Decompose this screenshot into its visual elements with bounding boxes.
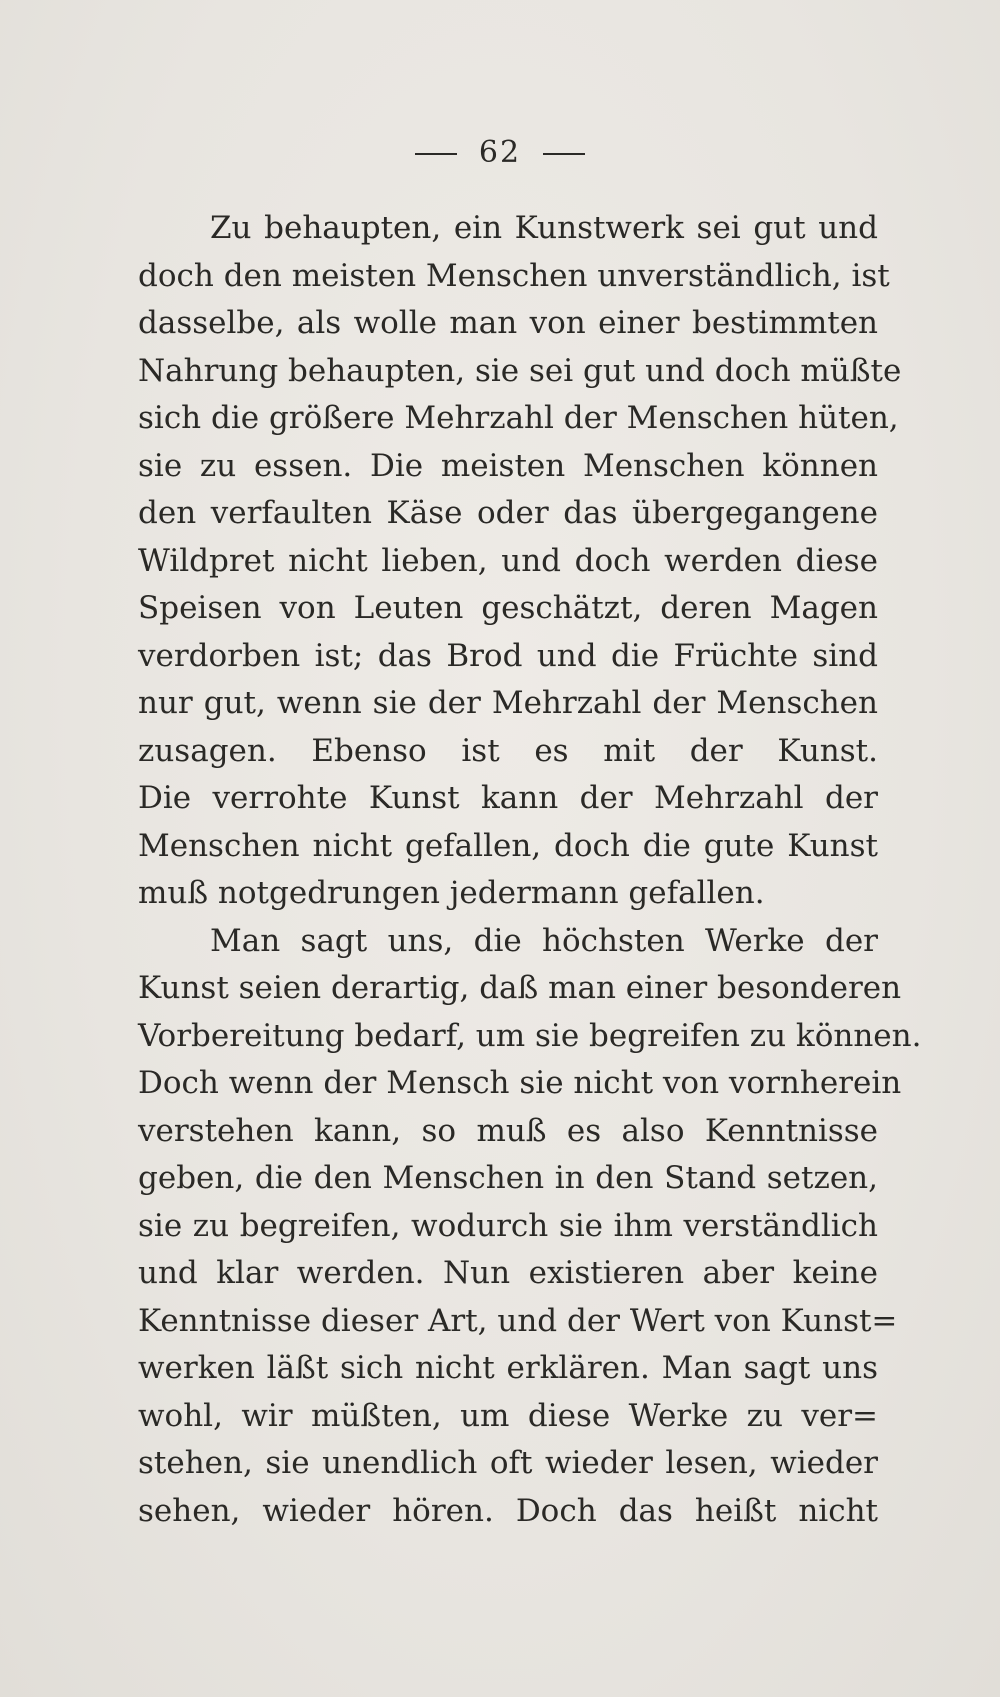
text-line: nur gut, wenn sie der Mehrzahl der Menschen bbox=[138, 685, 878, 721]
text-line: muß notgedrungen jedermann gefallen. bbox=[138, 875, 765, 911]
text-line: Wildpret nicht lieben, und doch werden diese bbox=[138, 542, 878, 579]
text-line: sehen, wieder hören. Doch das heißt nicht bbox=[138, 1492, 878, 1529]
text-line: den verfaulten Käse oder das übergegangene bbox=[138, 495, 878, 531]
header-dash-left bbox=[415, 153, 457, 155]
text-line: verstehen kann, so muß es also Kenntnisse bbox=[138, 1112, 878, 1149]
text-line: werken läßt sich nicht erklären. Man sagt uns bbox=[138, 1350, 878, 1386]
page-header bbox=[0, 135, 1000, 170]
text-line: stehen, sie unendlich oft wieder lesen, wieder bbox=[138, 1445, 878, 1481]
text-line: sich die größere Mehrzahl der Menschen hüten, bbox=[138, 400, 899, 436]
text-line: verdorben ist; das Brod und die Früchte sind bbox=[138, 637, 878, 674]
text-line: wohl, wir müßten, um diese Werke zu ver= bbox=[138, 1397, 878, 1434]
text-line: Die verrohte Kunst kann der Mehrzahl der bbox=[138, 780, 878, 816]
text-line: dasselbe, als wolle man von einer bestimmten bbox=[138, 305, 878, 341]
text-line: Kenntnisse dieser Art, und der Wert von Kunst= bbox=[138, 1302, 898, 1339]
text-line: geben, die den Menschen in den Stand setzen, bbox=[138, 1160, 878, 1196]
text-line: sie zu begreifen, wodurch sie ihm verständlich bbox=[138, 1207, 878, 1244]
text-line: Zu behaupten, ein Kunstwerk sei gut und bbox=[210, 210, 878, 246]
text-line: Doch wenn der Mensch sie nicht von vornherein bbox=[138, 1065, 902, 1101]
text-line: Speisen von Leuten geschätzt, deren Magen bbox=[138, 590, 878, 626]
body-text bbox=[138, 205, 922, 1535]
text-line: Menschen nicht gefallen, doch die gute Kunst bbox=[138, 827, 878, 864]
text-line: Nahrung behaupten, sie sei gut und doch müßte bbox=[138, 352, 902, 389]
text-line: und klar werden. Nun existieren aber keine bbox=[138, 1255, 878, 1291]
text-line: Vorbereitung bedarf, um sie begreifen zu können. bbox=[138, 1017, 922, 1054]
text-line: Kunst seien derartig, daß man einer besonderen bbox=[138, 970, 902, 1006]
text-line: doch den meisten Menschen unverständlich, ist bbox=[138, 257, 890, 294]
text-line: Man sagt uns, die höchsten Werke der bbox=[210, 922, 878, 959]
header-dash-right bbox=[543, 153, 585, 155]
page-number: 62 bbox=[478, 135, 522, 170]
text-line: sie zu essen. Die meisten Menschen können bbox=[138, 447, 878, 484]
text-line: zusagen. Ebenso ist es mit der Kunst. bbox=[138, 732, 878, 769]
